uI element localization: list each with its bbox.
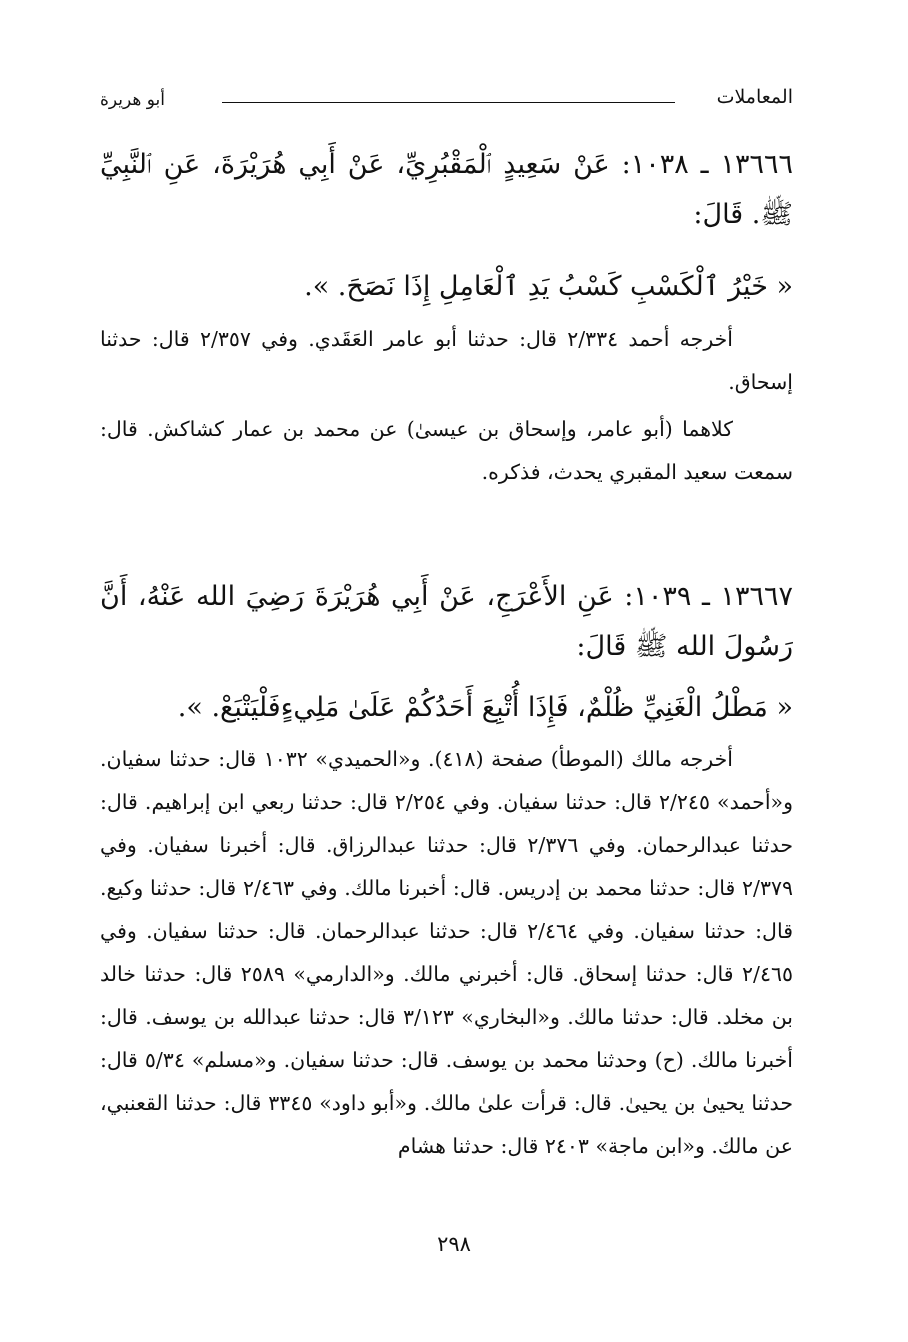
- hadith-isnad: ١٣٦٦٧ ـ ١٠٣٩: عَنِ الأَعْرَجِ، عَنْ أَبِي هُرَيْرَةَ رَضِيَ الله عَنْهُ، أَنَّ رَسُولَ الله ﷺ قَالَ:: [100, 581, 793, 662]
- hadith-isnad: ١٣٦٦٦ ـ ١٠٣٨: عَنْ سَعِيدٍ ٱلْمَقْبُرِيِّ، عَنْ أَبِي هُرَيْرَةَ، عَنِ ٱلنَّبِيِّ ﷺ. قَالَ:: [100, 149, 793, 230]
- chapter-title: المعاملات: [716, 86, 793, 108]
- takhrij-paragraph: أخرجه مالك (الموطأ) صفحة (٤١٨). و«الحميدي» ١٠٣٢ قال: حدثنا سفيان. و«أحمد» ٢/٢٤٥ قال: حدثنا سفيان. وفي ٢/٢٥٤ قال: حدثنا ربعي ابن إبراهيم. قال: حدثنا عبدالرحمان. وفي ٢/٣٧٦ قال: حدثنا عبدالرزاق. قال: أخبرنا سفيان. وفي ٢/٣٧٩ قال: حدثنا محمد بن إدريس. قال: أخبرنا مالك. وفي ٢/٤٦٣ قال: حدثنا وكيع. قال: حدثنا سفيان. وفي ٢/٤٦٤ قال: حدثنا عبدالرحمان. قال: حدثنا سفيان. وفي ٢/٤٦٥ قال: حدثنا إسحاق. قال: أخبرني مالك. و«الدارمي» ٢٥٨٩ قال: حدثنا خالد بن مخلد. قال: حدثنا مالك. و«البخاري» ٣/١٢٣ قال: حدثنا عبدالله بن يوسف. قال: أخبرنا مالك. (ح) وحدثنا محمد بن يوسف. قال: حدثنا سفيان. و«مسلم» ٥/٣٤ قال: حدثنا يحيىٰ بن يحيىٰ. قال: قرأت علىٰ مالك. و«أبو داود» ٣٣٤٥ قال: حدثنا القعنبي، عن مالك. و«ابن ماجة» ٢٤٠٣ قال: حدثنا هشام: [100, 747, 794, 1158]
- hadith-matn: « مَطْلُ الْغَنِيِّ ظُلْمٌ، فَإِذَا أُتْبِعَ أَحَدُكُمْ عَلَىٰ مَلِيءٍفَلْيَتْبَعْ. ».: [177, 692, 793, 723]
- page-number: ٢٩٨: [437, 1232, 471, 1256]
- header-rule: [222, 102, 675, 103]
- running-header: [100, 86, 793, 116]
- takhrij-paragraph: كلاهما (أبو عامر، وإسحاق بن عيسىٰ) عن محمد بن عمار كشاكش. قال: سمعت سعيد المقبري يحدث، فذكره.: [100, 417, 793, 484]
- hadith-matn: « خَيْرُ ٱلْكَسْبِ كَسْبُ يَدِ ٱلْعَامِلِ إِذَا نَصَحَ. ».: [304, 271, 793, 302]
- narrator-title: أبو هريرة: [100, 90, 166, 110]
- takhrij-paragraph: أخرجه أحمد ٢/٣٣٤ قال: حدثنا أبو عامر العَقَدي. وفي ٢/٣٥٧ قال: حدثنا إسحاق.: [100, 327, 793, 394]
